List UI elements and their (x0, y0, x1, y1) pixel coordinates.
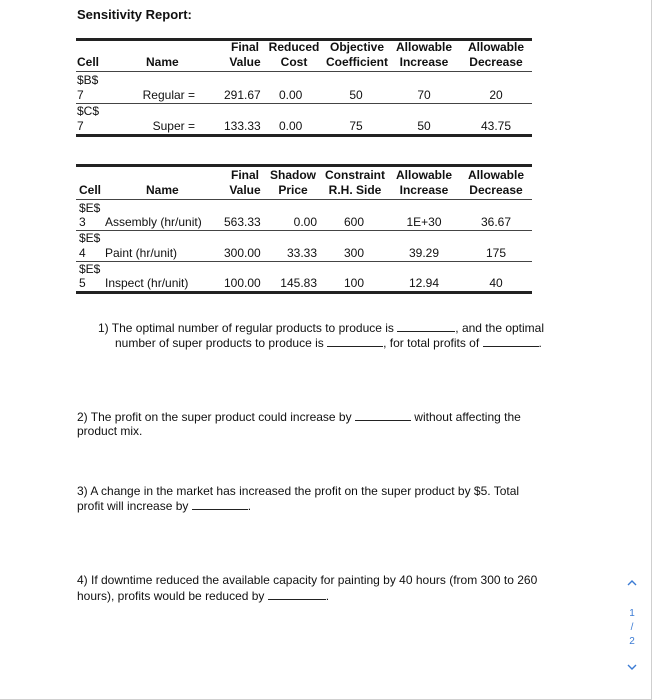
answer-blank (268, 588, 326, 600)
table-row-name: Assembly (hr/unit) (105, 215, 202, 229)
table-row-rhs: 600 (344, 215, 365, 229)
header-name: Name (146, 55, 179, 69)
question-2-line-2: product mix. (77, 424, 143, 438)
header-objective-1: Objective (329, 40, 385, 54)
table-row-cell-ref: $E$ (79, 201, 101, 215)
page-current: 1 (629, 608, 635, 619)
table-row-increase: 1E+30 (406, 215, 442, 229)
table-row-rhs: 300 (344, 246, 365, 260)
question-3-text-a: profit will increase by (77, 499, 189, 513)
question-2 (77, 409, 521, 425)
table-row-cell-num: 7 (77, 88, 84, 102)
table-row-final: 133.33 (224, 119, 261, 133)
row-rule (76, 230, 532, 231)
row-rule (76, 103, 532, 104)
table-row-decrease: 20 (489, 88, 503, 102)
table-top-rule (76, 164, 532, 167)
answer-blank (192, 498, 248, 510)
header-increase-2: Increase (399, 183, 449, 197)
report-title: Sensitivity Report: (77, 7, 192, 22)
table-row-cell-ref: $E$ (79, 262, 101, 276)
question-3-line-2 (77, 498, 251, 514)
table-row-cell-num: 5 (79, 276, 86, 290)
table-row-decrease: 175 (485, 246, 507, 260)
question-4-text-a: hours), profits would be reduced by (77, 589, 265, 603)
variable-cells-table (76, 38, 532, 138)
question-1-text-c: number of super products to produce is (115, 336, 324, 350)
question-1 (98, 320, 544, 336)
table-row-name: Super = (152, 119, 195, 133)
question-1-text-a: 1) The optimal number of regular products to produce is (98, 321, 394, 335)
header-rule (76, 71, 532, 72)
table-row-cell-num: 3 (79, 215, 86, 229)
header-decrease-2: Decrease (469, 55, 523, 69)
header-final-1: Final (230, 168, 259, 182)
answer-blank (397, 320, 455, 332)
table-row-name: Inspect (hr/unit) (105, 276, 189, 290)
chevron-down-icon[interactable] (626, 662, 638, 675)
header-final-2: Value (229, 183, 261, 197)
question-4: 4) If downtime reduced the available capacity for painting by 40 hours (from 300 to 260 (77, 573, 538, 587)
table-row-increase: 70 (417, 88, 431, 102)
page-separator: / (630, 622, 634, 633)
header-increase-2: Increase (399, 55, 449, 69)
table-row-cell-num: 4 (79, 246, 86, 260)
question-1-text-e: . (538, 336, 542, 350)
answer-blank (483, 335, 539, 347)
header-decrease-1: Allowable (467, 168, 524, 182)
table-row-decrease: 43.75 (480, 119, 512, 133)
table-row-rhs: 100 (344, 276, 365, 290)
question-3: 3) A change in the market has increased the profit on the super product by $5. Total (77, 484, 520, 498)
table-row-increase: 50 (417, 119, 431, 133)
table-row-cell-ref: $E$ (79, 231, 101, 245)
question-1-text-b: , and the optimal (455, 321, 545, 335)
table-row-final: 291.67 (224, 88, 261, 102)
header-reduced-1: Reduced (268, 40, 320, 54)
table-row-final: 300.00 (224, 246, 261, 260)
question-2-text-b: without affecting the (414, 410, 521, 424)
header-final-1: Final (230, 40, 259, 54)
header-rhs-2: R.H. Side (328, 183, 382, 197)
table-row-cell-num: 7 (77, 119, 84, 133)
header-reduced-2: Cost (280, 55, 308, 69)
chevron-up-icon[interactable] (626, 578, 638, 591)
table-row-decrease: 36.67 (480, 215, 512, 229)
header-objective-2: Coefficient (325, 55, 388, 69)
question-4-text-b: . (325, 589, 330, 603)
header-cell: Cell (79, 183, 102, 197)
table-bottom-rule (76, 134, 532, 137)
question-1-text-d: , for total profits of (383, 336, 480, 350)
row-rule (76, 261, 532, 262)
table-row-reduced: 0.00 (279, 119, 303, 133)
page-total: 2 (629, 636, 635, 647)
answer-blank (327, 335, 383, 347)
header-name: Name (146, 183, 179, 197)
header-rhs-1: Constraint (325, 168, 385, 182)
table-row-shadow: 0.00 (293, 215, 317, 229)
question-3-text-b: . (247, 499, 252, 513)
constraints-table (76, 164, 532, 296)
header-decrease-1: Allowable (467, 40, 524, 54)
answer-blank (355, 409, 411, 421)
header-cell: Cell (77, 55, 100, 69)
header-rule (76, 199, 532, 200)
table-row-increase: 12.94 (408, 276, 440, 290)
table-row-name: Regular = (142, 88, 195, 102)
table-row-cell-ref: $C$ (77, 104, 100, 118)
question-1-line-2 (115, 335, 542, 351)
header-decrease-2: Decrease (469, 183, 523, 197)
table-row-objective: 75 (349, 119, 363, 133)
header-final-2: Value (229, 55, 261, 69)
table-row-final: 563.33 (224, 215, 261, 229)
question-2-text-a: 2) The profit on the super product could increase by (77, 410, 352, 424)
header-shadow-2: Price (278, 183, 308, 197)
header-increase-1: Allowable (395, 168, 452, 182)
table-row-shadow: 33.33 (286, 246, 317, 260)
table-row-name: Paint (hr/unit) (105, 246, 178, 260)
table-row-final: 100.00 (224, 276, 261, 290)
table-row-shadow: 145.83 (280, 276, 317, 290)
table-row-increase: 39.29 (408, 246, 440, 260)
header-increase-1: Allowable (395, 40, 452, 54)
table-row-cell-ref: $B$ (77, 73, 99, 87)
question-4-line-2 (77, 588, 329, 604)
table-row-reduced: 0.00 (279, 88, 303, 102)
header-shadow-1: Shadow (269, 168, 316, 182)
table-row-decrease: 40 (489, 276, 503, 290)
table-bottom-rule (76, 291, 532, 294)
table-row-objective: 50 (349, 88, 363, 102)
